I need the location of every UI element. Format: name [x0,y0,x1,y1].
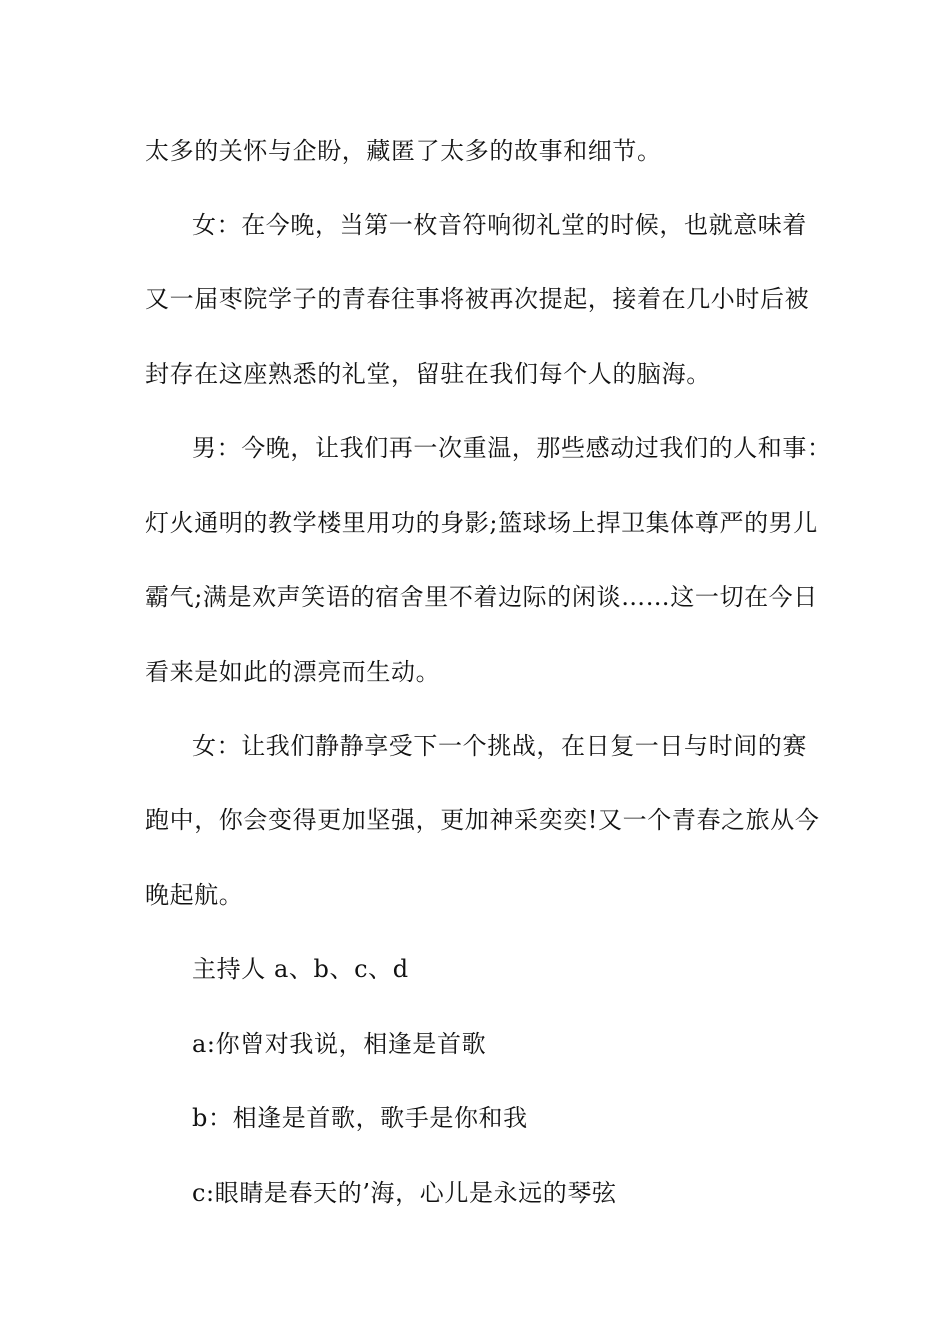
text-line: 霸气;满是欢声笑语的宿舍里不着边际的闲谈……这一切在今日 [145,583,818,611]
text-line: 又一届枣院学子的青春往事将被再次提起，接着在几小时后被 [145,285,810,313]
text-line: 晚起航。 [145,881,244,909]
text-line: 封存在这座熟悉的礼堂，留驻在我们每个人的脑海。 [145,360,711,388]
text-line: b：相逢是首歌，歌手是你和我 [192,1104,528,1132]
text-line: 跑中，你会变得更加坚强，更加神采奕奕!又一个青春之旅从今 [145,806,820,834]
text-line: c:眼睛是春天的’海，心儿是永远的琴弦 [192,1179,617,1207]
text-line: 男：今晚，让我们再一次重温，那些感动过我们的人和事： [192,434,832,462]
text-line: 太多的关怀与企盼，藏匿了太多的故事和细节。 [145,137,662,165]
text-line: 女：在今晚，当第一枚音符响彻礼堂的时候，也就意味着 [192,211,807,239]
text-line: 女：让我们静静享受下一个挑战，在日复一日与时间的赛 [192,732,807,760]
text-line: 看来是如此的漂亮而生动。 [145,658,441,686]
text-line: a:你曾对我说，相逢是首歌 [192,1030,487,1058]
text-line: 灯火通明的教学楼里用功的身影;篮球场上捍卫集体尊严的男儿 [145,509,818,537]
text-line: 主持人 a、b、c、d [192,955,409,983]
